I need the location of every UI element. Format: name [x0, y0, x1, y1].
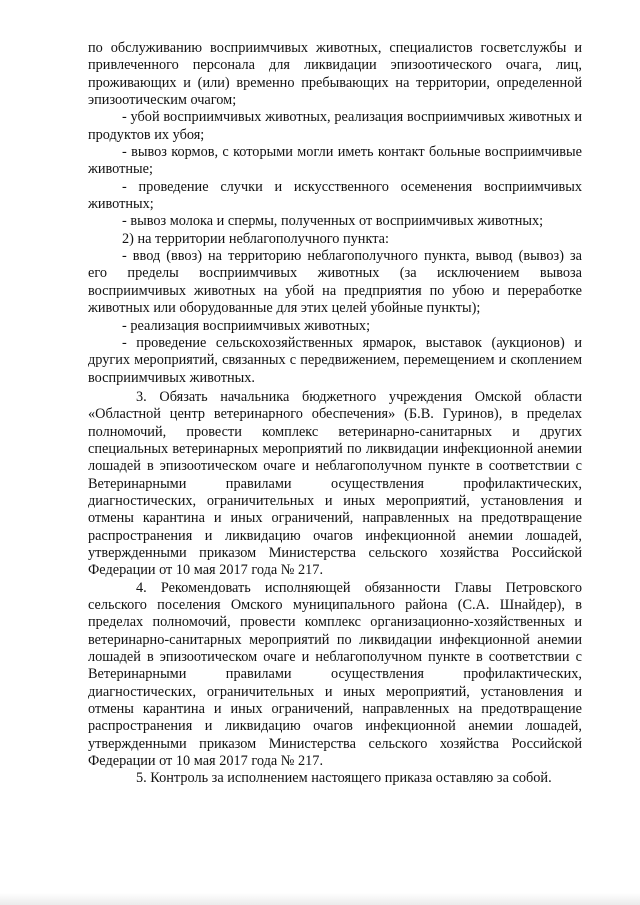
- list-item-breeding: - проведение случки и искусственного осеменения восприимчивых животных;: [88, 178, 582, 213]
- clause-4: 4. Рекомендовать исполняющей обязанности Главы Петровского сельского поселения Омского муниципального района (С.А. Шнайдер), в пределах полномочий, провести комплекс организационно-хозяйственных и ветеринарно-санитарных мероприятий по ликвидации инфекционной анемии лошадей в эпизоотическом очаге и неблагополучном пункте в соответствии с Ветеринарными правилами осуществления профилактических, диагностических, ограничительных и иных мероприятий, установления и отмены карантина и иных ограничений, направленных на предотвращение распространения и ликвидацию очагов инфекционной анемии лошадей, утвержденными приказом Министерства сельского хозяйства Российской Федерации от 10 мая 2017 года № 217.: [88, 579, 582, 770]
- clause-3: 3. Обязать начальника бюджетного учреждения Омской области «Областной центр ветеринарного обеспечения» (Б.В. Гуринов), в пределах полномочий, провести комплекс ветеринарно-санитарных и других специальных ветеринарных мероприятий по ликвидации инфекционной анемии лошадей в эпизоотическом очаге и неблагополучном пункте в соответствии с Ветеринарными правилами осуществления профилактических, диагностических, ограничительных и иных мероприятий, установления и отмены карантина и иных ограничений, направленных на предотвращение распространения и ликвидацию очагов инфекционной анемии лошадей, утвержденными приказом Министерства сельского хозяйства Российской Федерации от 10 мая 2017 года № 217.: [88, 388, 582, 579]
- document-body: [88, 40, 582, 788]
- subsection-heading: 2) на территории неблагополучного пункта:: [122, 230, 389, 247]
- list-item-feed-export: - вывоз кормов, с которыми могли иметь контакт больные восприимчивые животные;: [88, 144, 582, 178]
- paragraph-continuation: по обслуживанию восприимчивых животных, специалистов госветслужбы и привлеченного персонала для ликвидации эпизоотического очага, лиц, проживающих и (или) временно пребывающих на территории, определенной эпизоотическим очагом;: [88, 40, 582, 109]
- list-item-milk-export: - вывоз молока и спермы, полученных от восприимчивых животных;: [122, 213, 544, 230]
- list-item-animal-movement: - ввод (ввоз) на территорию неблагополучного пункта, вывод (вывоз) за его пределы восприимчивых животных (за исключением вывоза восприимчивых животных на убой на предприятия по убою и переработке животных или оборудованные для этих целей убойные пункты);: [88, 248, 582, 317]
- scan-bottom-edge: [0, 893, 640, 905]
- list-item-slaughter: - убой восприимчивых животных, реализация восприимчивых животных и продуктов их убоя;: [88, 109, 582, 143]
- clause-5: 5. Контроль за исполнением настоящего приказа оставляю за собой.: [136, 770, 552, 787]
- list-item-fairs: - проведение сельскохозяйственных ярмарок, выставок (аукционов) и других мероприятий, связанных с передвижением, перемещением и скоплением восприимчивых животных.: [88, 334, 582, 386]
- list-item-animal-sale: - реализация восприимчивых животных;: [122, 317, 371, 334]
